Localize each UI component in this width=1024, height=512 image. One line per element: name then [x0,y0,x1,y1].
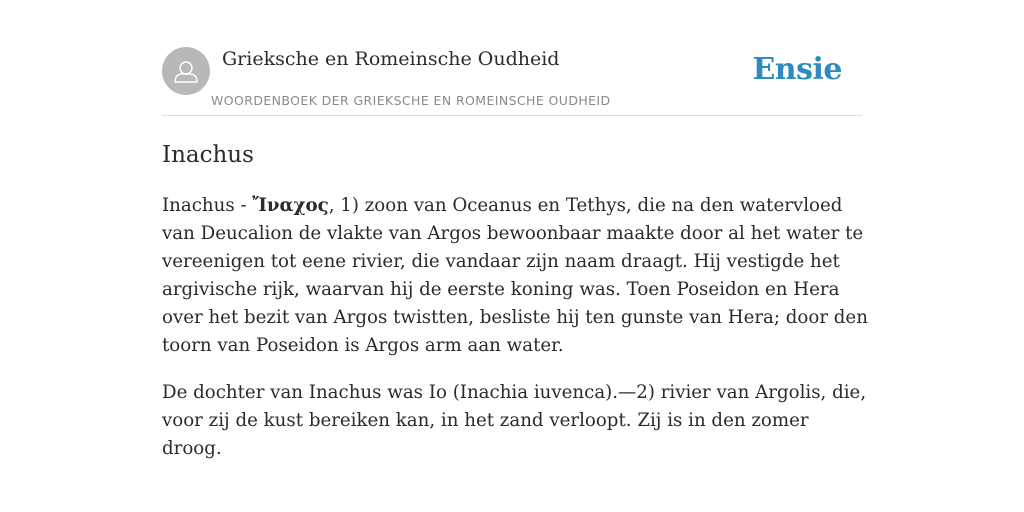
source-title[interactable]: Grieksche en Romeinsche Oudheid [222,48,560,70]
entry-paragraph: De dochter van Inachus was Io (Inachia iuvenca).—2) rivier van Argolis, die, voor zij de kust bereiken kan, in het zand verloopt. Zij is in den zomer droog. [162,382,867,459]
user-icon [162,47,210,95]
header [162,44,862,116]
entry-text: , 1) zoon van Oceanus en Tethys, die na den watervloed van Deucalion de vlakte van Argos bewoonbaar maakte door al het water te vereenigen tot eene rivier, die vandaar zijn naam draagt. Hij vestigde het argivische rijk, waarvan hij de eerste koning was. Toen Poseidon en Hera over het bezit van Argos twistten, besliste hij ten gunste van Hera; door den toorn van Poseidon is Argos arm aan water. [162,195,868,356]
entry-paragraph [162,192,868,360]
greek-term: Ἴναχος [252,195,329,216]
source-subtitle: WOORDENBOEK DER GRIEKSCHE EN ROMEINSCHE OUDHEID [211,93,611,108]
avatar[interactable] [162,47,210,95]
brand-logo[interactable]: Ensie [752,52,842,87]
entry-body [162,192,868,482]
entry-title: Inachus [162,142,254,168]
entry-lead: Inachus - [162,195,253,216]
